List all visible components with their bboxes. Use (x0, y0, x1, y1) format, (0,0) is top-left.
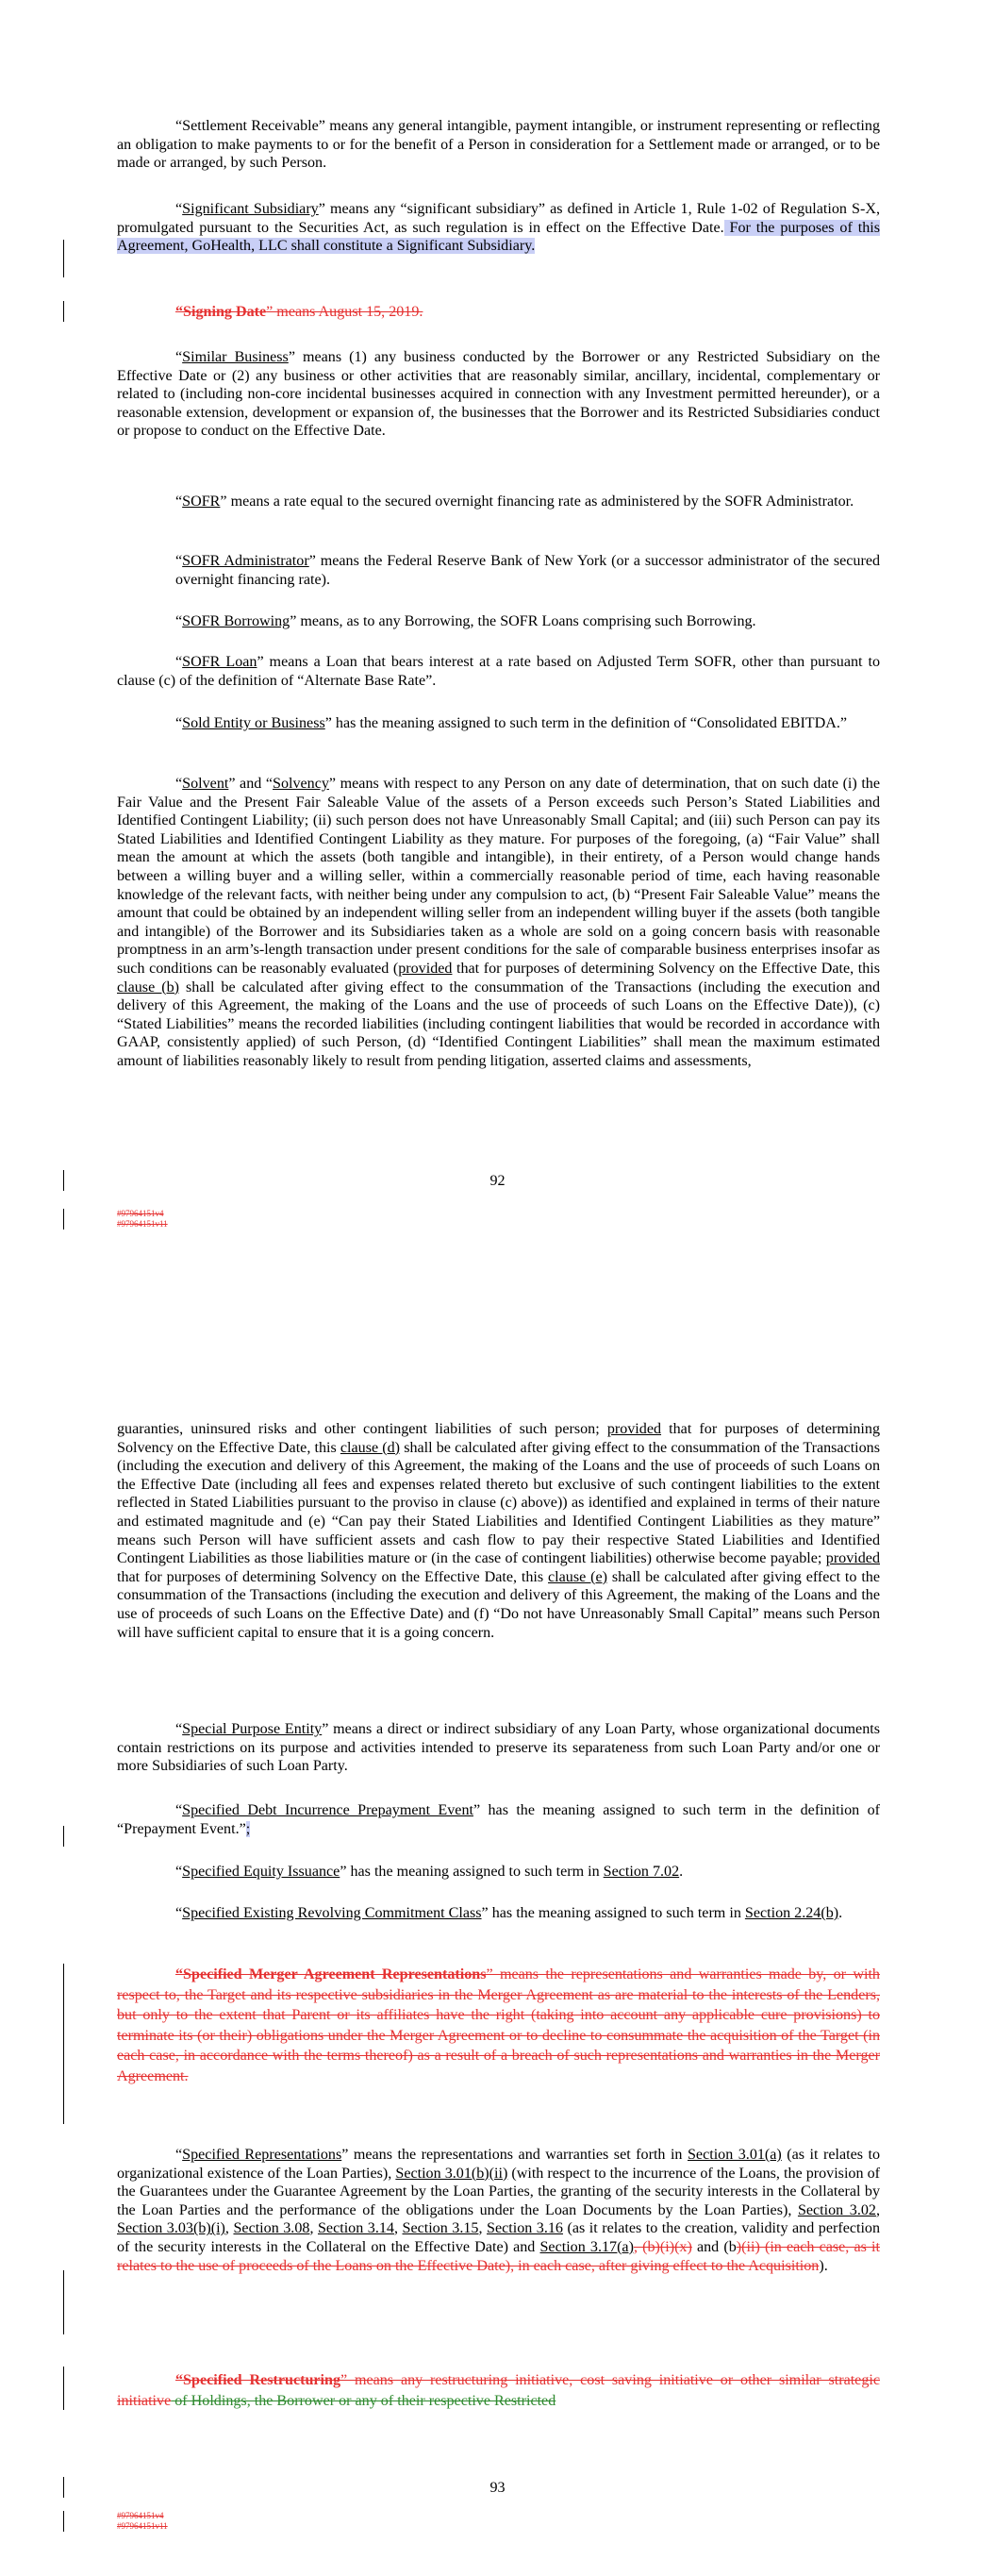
inserted-text-highlight: ; (245, 1820, 251, 1837)
definition-solvent-continued: guaranties, uninsured risks and other contingent liabilities of such person; provided that for purposes of determining Solvency on the Effective Date, this clause (d) shall be calculated after giving effect to the consummation of the Transactions (including the execution and delivery of this Agreement, the making of the Loans and the use of proceeds of such Loans on the Effective Date (including all fees and expenses related thereto but exclusive of such contingent liabilities to the extent reflected in Stated Liabilities pursuant to the proviso in clause (c) above)) as identified and explained in terms of their nature and estimated magnitude and (e) “Can pay their Stated Liabilities and Identified Contingent Liabilities as they mature” means such Person will have sufficient assets and cash flow to pay their respective Stated Liabilities and Identified Contingent Liabilities as those liabilities mature or (in the case of contingent liabilities) otherwise become payable; provided that for purposes of determining Solvency on the Effective Date, this clause (e) shall be calculated after giving effect to the consummation of the Transactions (including the execution and delivery of this Agreement, the making of the Loans and the use of proceeds of such Loans on the Effective Date) and (f) “Do not have Unreasonably Small Capital” means such Person will have sufficient capital to ensure that it is a going concern. (117, 1421, 880, 1641)
document-id-deleted: #97964151v11 (117, 2521, 168, 2531)
deleted-term: “Signing Date (175, 304, 267, 320)
definition-special-purpose-entity: “Special Purpose Entity” means a direct or indirect subsidiary of any Loan Party, whose organizational documents contain restrictions on its purpose and activities intended to preserve its separateness from such Loan Party and/or one or more Subsidiaries of such Loan Party. (117, 1721, 880, 1775)
definition-sofr: “SOFR” means a rate equal to the secured overnight financing rate as administered by the SOFR Administrator. (175, 493, 854, 510)
defined-term: SOFR Loan (182, 654, 257, 670)
defined-term: Specified Representations (182, 2147, 342, 2163)
definition-solvent: “Solvent” and “Solvency” means with respect to any Person on any date of determination, that on such date (i) the Fair Value and the Present Fair Saleable Value of the assets of a Person exceeds such Person’s Stated Liabilities and Identified Contingent Liability; (ii) such person does not have Unreasonably Small Capital; and (iii) such Person can pay its Stated Liabilities and Identified Contingent Liability as they mature. For purposes of the foregoing, (a) “Fair Value” shall mean the amount at which the assets (both tangible and intangible), in their entirety, of a Person would change hands between a willing buyer and a willing seller, within a commercially reasonable period of time, each having reasonable knowledge of the relevant facts, with neither being under any compulsion to act, (b) “Present Fair Saleable Value” means the amount that could be obtained by an independent willing seller from an independent willing buyer if the assets (both tangible and intangible) of the Borrower and its Subsidiaries taken as a whole are sold on a going concern basis with reasonable promptness in an arm’s-length transaction under present conditions for the sale of comparable business enterprises insofar as such conditions can be reasonably evaluated (provided that for purposes of determining Solvency on the Effective Date, this clause (b) shall be calculated after giving effect to the consummation of the Transactions (including the execution and delivery of this Agreement, the making of the Loans and the use of proceeds of such Loans on the Effective Date)), (c) “Stated Liabilities” means the recorded liabilities (including contingent liabilities that would be recorded in accordance with GAAP, consistently applied) of such Person, (d) “Identified Contingent Liabilities” shall mean the maximum estimated amount of liabilities reasonably likely to result from pending litigation, asserted claims and assessments, (117, 776, 880, 1069)
defined-term: Specified Equity Issuance (182, 1864, 340, 1880)
change-bar (63, 2477, 64, 2498)
document-id-deleted: #97964151v4 (117, 1209, 164, 1218)
definition-significant-subsidiary: “Significant Subsidiary” means any “significant subsidiary” as defined in Article 1, Rule 1-02 of Regulation S-X, promulgated pursuant to the Securities Act, as such regulation is in effect on the Effective Date. For the purposes of this Agreement, GoHealth, LLC shall constitute a Significant Subsidiary. (117, 201, 880, 255)
definition-sold-entity-or-business: “Sold Entity or Business” has the meaning assigned to such term in the definition of “Consolidated EBITDA.” (175, 715, 848, 731)
definition-signing-date-deleted: “Signing Date” means August 15, 2019. (175, 304, 423, 320)
change-bar (63, 1964, 64, 2124)
defined-term: SOFR Borrowing (182, 613, 290, 629)
defined-term: SOFR Administrator (182, 553, 309, 569)
definition-specified-merger-agreement-representations-deleted: “Specified Merger Agreement Representations” means the representations and warranties made by, or with respect to, the Target and its respective subsidiaries in the Merger Agreement as are material to the interests of the Lenders, but only to the extent that Parent or its affiliates have the right (taking into account any applicable cure provisions) to terminate its (or their) obligations under the Merger Agreement or to decline to consummate the acquisition of the Target (in each case, in accordance with the terms thereof) as a result of a breach of such representations and warranties in the Merger Agreement. (117, 1966, 880, 2084)
deleted-text: )(ii) (in each case, as it relates to the use of proceeds of the Loans on the Effective Date), in each case, after giving effect to the Acquisition (117, 2238, 880, 2274)
change-bar (63, 1826, 64, 1847)
defined-term: SOFR (182, 493, 221, 510)
deleted-term: “Specified Restructuring (175, 2372, 341, 2388)
page-number: 92 (489, 1173, 506, 1189)
defined-term: Solvent (182, 776, 229, 792)
change-bar (63, 2511, 64, 2532)
deleted-text: , (b)(i)(x) (633, 2238, 692, 2255)
change-bar (63, 301, 64, 322)
definition-sofr-borrowing: “SOFR Borrowing” means, as to any Borrowing, the SOFR Loans comprising such Borrowing. (175, 613, 756, 629)
change-bar (63, 2367, 64, 2410)
defined-term: Significant Subsidiary (182, 201, 319, 217)
change-bar (63, 1170, 64, 1191)
page-93 (0, 1288, 995, 2576)
defined-term: Specified Debt Incurrence Prepayment Event (182, 1802, 473, 1818)
defined-term: Sold Entity or Business (182, 715, 325, 731)
moved-text: of Holdings, the Borrower or any of their respective Restricted (171, 2392, 556, 2409)
defined-term: Special Purpose Entity (182, 1721, 323, 1737)
definition-specified-equity-issuance: “Specified Equity Issuance” has the meaning assigned to such term in Section 7.02. (175, 1864, 684, 1880)
definition-sofr-loan: “SOFR Loan” means a Loan that bears interest at a rate based on Adjusted Term SOFR, other than pursuant to clause (c) of the definition of “Alternate Base Rate”. (117, 654, 880, 689)
inserted-text-highlight: For the purposes of this Agreement, GoHealth, LLC shall constitute a Significant Subsidiary. (117, 219, 880, 255)
definition-specified-representations: “Specified Representations” means the representations and warranties set forth in Section 3.01(a) (as it relates to organizational existence of the Loan Parties), Section 3.01(b)(ii) (with respect to the incurrence of the Loans, the provision of the Guarantees under the Guarantee Agreement by the Loan Parties, the granting of the security interests in the Collateral by the Loan Parties and the performance of the obligations under the Loan Documents by the Loan Parties), Section 3.02, Section 3.03(b)(i), Section 3.08, Section 3.14, Section 3.15, Section 3.16 (as it relates to the creation, validity and perfection of the security interests in the Collateral on the Effective Date) and Section 3.17(a), (b)(i)(x) and (b)(ii) (in each case, as it relates to the use of proceeds of the Loans on the Effective Date), in each case, after giving effect to the Acquisition). (117, 2147, 881, 2274)
definition-sofr-administrator: “SOFR Administrator” means the Federal Reserve Bank of New York (or a successor administrator of the secured overnight financing rate). (175, 553, 881, 588)
definition-specified-debt-incurrence-prepayment-event: “Specified Debt Incurrence Prepayment Event” has the meaning assigned to such term in the definition of “Prepayment Event.”; (117, 1802, 880, 1837)
change-bar (63, 1209, 64, 1229)
defined-term: Specified Existing Revolving Commitment Class (182, 1905, 482, 1921)
deleted-term: “Specified Merger Agreement Representations (175, 1966, 487, 1982)
page-number: 93 (489, 2480, 506, 2496)
document-id-deleted: #97964151v4 (117, 2511, 164, 2520)
change-bar (63, 2270, 64, 2334)
change-bar (63, 240, 64, 277)
defined-term: Solvency (273, 776, 329, 792)
document-id-deleted: #97964151v11 (117, 1219, 168, 1229)
defined-term: Similar Business (182, 349, 289, 365)
definition-specified-existing-revolving-commitment-class: “Specified Existing Revolving Commitment Class” has the meaning assigned to such term in Section 2.24(b). (175, 1905, 843, 1921)
definition-specified-restructuring: “Specified Restructuring” means any restructuring initiative, cost saving initiative or other similar strategic initiative of Holdings, the Borrower or any of their respective Restricted (117, 2372, 880, 2409)
definition-settlement-receivable: “Settlement Receivable” means any general intangible, payment intangible, or instrument representing or reflecting an obligation to make payments to or for the benefit of a Person in consideration for a Settlement made or arranged, or to be made or arranged, by such Person. (117, 118, 880, 172)
definition-similar-business: “Similar Business” means (1) any business conducted by the Borrower or any Restricted Subsidiary on the Effective Date or (2) any business or other activities that are reasonably similar, ancillary, incidental, complementary or related to (including non-core incidental businesses acquired in connection with any Investment permitted hereunder), or a reasonable extension, development or expansion of, the businesses that the Borrower and its Restricted Subsidiaries conduct or propose to conduct on the Effective Date. (117, 349, 880, 440)
